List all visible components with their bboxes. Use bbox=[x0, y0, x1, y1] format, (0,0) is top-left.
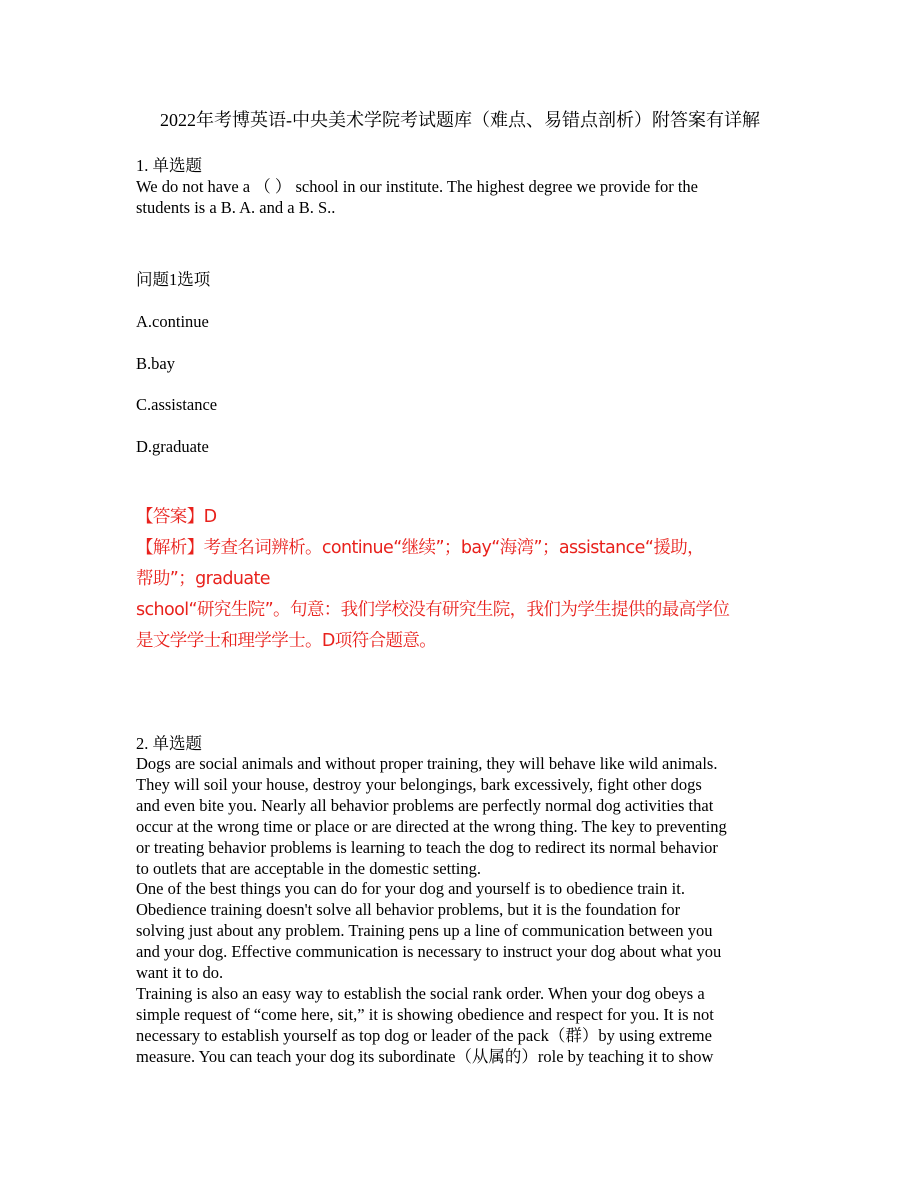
option-d: D.graduate bbox=[136, 436, 209, 456]
explanation-line: 帮助”；graduate bbox=[136, 568, 270, 589]
question-2 bbox=[136, 733, 796, 1068]
options-label: 问题1选项 bbox=[136, 270, 211, 289]
passage-line: and even bite you. Nearly all behavior problems are perfectly normal dog activities that bbox=[136, 795, 714, 815]
passage-line: Obedience training doesn't solve all behavior problems, but it is the foundation for bbox=[136, 900, 681, 920]
question-header: 1. 单选题 bbox=[136, 156, 202, 175]
question-header: 2. 单选题 bbox=[136, 734, 202, 753]
answer-explanation bbox=[136, 502, 796, 657]
question-text bbox=[136, 176, 796, 218]
passage-line: Training is also an easy way to establish the social rank order. When your dog obeys a bbox=[136, 983, 705, 1003]
passage-line: measure. You can teach your dog its subordinate（从属的）role by teaching it to show bbox=[136, 1046, 714, 1066]
document-title: 2022年考博英语-中央美术学院考试题库（难点、易错点剖析）附答案有详解 bbox=[160, 110, 760, 130]
passage-line: necessary to establish yourself as top dog or leader of the pack（群）by using extreme bbox=[136, 1025, 712, 1045]
passage-line: occur at the wrong time or place or are directed at the wrong thing. The key to preventing bbox=[136, 816, 727, 836]
passage-line: solving just about any problem. Training pens up a line of communication between you bbox=[136, 921, 713, 941]
option-a: A.continue bbox=[136, 312, 209, 331]
passage-line: Dogs are social animals and without proper training, they will behave like wild animals. bbox=[136, 754, 718, 773]
option-c: C.assistance bbox=[136, 395, 218, 414]
passage-line: and your dog. Effective communication is necessary to instruct your dog about what you bbox=[136, 942, 722, 962]
passage-line: simple request of “come here, sit,” it is showing obedience and respect for you. It is not bbox=[136, 1004, 714, 1024]
question-text-line: We do not have a （ ） school in our institute. The highest degree we provide for the bbox=[136, 177, 698, 196]
question-1 bbox=[136, 155, 796, 657]
passage-line: or treating behavior problems is learning to teach the dog to redirect its normal behavior bbox=[136, 837, 718, 857]
explanation-line: school“研究生院”。句意：我们学校没有研究生院，我们为学生提供的最高学位 bbox=[136, 599, 730, 620]
passage-line: They will soil your house, destroy your belongings, bark excessively, fight other dogs bbox=[136, 774, 702, 794]
explanation-line: 【解析】考查名词辨析。continue“继续”；bay“海湾”；assistance“援助， bbox=[136, 537, 705, 558]
question-passage bbox=[136, 754, 796, 1068]
option-b: B.bay bbox=[136, 353, 175, 373]
question-text-line: students is a B. A. and a B. S.. bbox=[136, 198, 336, 217]
passage-line: One of the best things you can do for your dog and yourself is to obedience train it. bbox=[136, 879, 685, 899]
passage-line: want it to do. bbox=[136, 963, 224, 983]
answer-line: 【答案】D bbox=[136, 506, 217, 527]
passage-line: to outlets that are acceptable in the domestic setting. bbox=[136, 858, 482, 878]
explanation-line: 是文学学士和理学学士。D项符合题意。 bbox=[136, 630, 437, 651]
